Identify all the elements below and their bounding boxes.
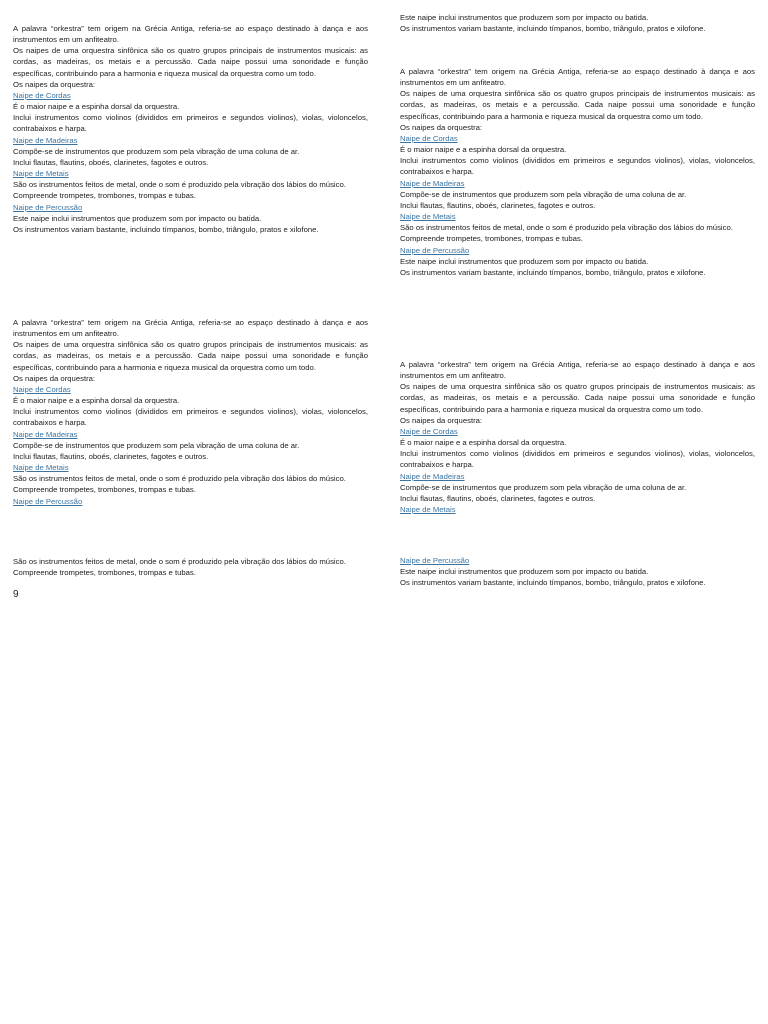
metais-text-1: São os instrumentos feitos de metal, onde o som é produzido pela vibração dos lábios do músico. [400,223,733,233]
section-fragment-top [400,12,755,34]
naipes-description: Os naipes de uma orquestra sinfônica são os quatro grupos principais de instrumentos musicais: as cordas, as madeiras, os metais e a percussão. Cada naipe possui uma sonoridade e função específicas, contribuindo para a harmonia e riqueza musical da orquestra como um todo. [13,46,368,78]
madeiras-text-1: Compõe-se de instrumentos que produzem som pela vibração de uma coluna de ar. [13,146,300,156]
metais-heading-link[interactable]: Naipe de Metais [400,505,456,515]
cordas-heading-link[interactable]: Naipe de Cordas [400,133,458,143]
percussao-text-1: Este naipe inclui instrumentos que produzem som por impacto ou batida. [400,13,649,22]
metais-heading-link[interactable]: Naipe de Metais [13,169,69,179]
cordas-text-1: É o maior naipe e a espinha dorsal da orquestra. [400,145,567,155]
metais-text-1: São os instrumentos feitos de metal, onde o som é produzido pela vibração dos lábios do músico. [13,474,346,484]
metais-heading-link[interactable]: Naipe de Metais [400,212,456,222]
madeiras-heading-link[interactable]: Naipe de Madeiras [13,429,78,439]
metais-text-2: Compreende trompetes, trombones, trompas e tubas. [400,234,583,244]
section-full-1 [13,23,368,235]
intro-paragraph: A palavra “orkestra” tem origem na Grécia Antiga, referia-se ao espaço destinado à dança e aos instrumentos em um anfiteatro. [13,318,368,339]
percussao-text-2: Os instrumentos variam bastante, incluindo tímpanos, bombo, triângulo, pratos e xilofone. [13,224,319,234]
madeiras-text-1: Compõe-se de instrumentos que produzem som pela vibração de uma coluna de ar. [400,482,687,492]
madeiras-text-2: Inclui flautas, flautins, oboés, clarinetes, fagotes e outros. [400,493,596,503]
naipes-intro: Os naipes da orquestra: [13,373,96,383]
naipes-description: Os naipes de uma orquestra sinfônica são os quatro grupos principais de instrumentos musicais: as cordas, as madeiras, os metais e a percussão. Cada naipe possui uma sonoridade e função específicas, contribuindo para a harmonia e riqueza musical da orquestra como um todo. [400,89,755,121]
cordas-text-1: É o maior naipe e a espinha dorsal da orquestra. [13,396,180,406]
cordas-text-2: Inclui instrumentos como violinos (divididos em primeiros e segundos violinos), violas, violoncelos, contrabaixos e harpa. [400,449,755,470]
cordas-text-1: É o maior naipe e a espinha dorsal da orquestra. [400,438,567,448]
naipes-intro: Os naipes da orquestra: [400,415,483,425]
madeiras-heading-link[interactable]: Naipe de Madeiras [13,135,78,145]
page-number: 9 [13,589,19,600]
cordas-text-2: Inclui instrumentos como violinos (divididos em primeiros e segundos violinos), violas, violoncelos, contrabaixos e harpa. [400,156,755,177]
percussao-heading-link[interactable]: Naipe de Percussão [13,202,83,212]
madeiras-text-2: Inclui flautas, flautins, oboés, clarinetes, fagotes e outros. [400,200,596,210]
madeiras-heading-link[interactable]: Naipe de Madeiras [400,178,465,188]
percussao-heading-link[interactable]: Naipe de Percussão [13,496,83,506]
intro-paragraph: A palavra “orkestra” tem origem na Grécia Antiga, referia-se ao espaço destinado à dança e aos instrumentos em um anfiteatro. [13,24,368,45]
cordas-heading-link[interactable]: Naipe de Cordas [13,384,71,394]
madeiras-text-2: Inclui flautas, flautins, oboés, clarinetes, fagotes e outros. [13,451,209,461]
madeiras-text-2: Inclui flautas, flautins, oboés, clarinetes, fagotes e outros. [13,157,209,167]
naipes-intro: Os naipes da orquestra: [400,122,483,132]
metais-heading-link[interactable]: Naipe de Metais [13,463,69,473]
madeiras-heading-link[interactable]: Naipe de Madeiras [400,471,465,481]
naipes-intro: Os naipes da orquestra: [13,79,96,89]
percussao-text-2: Os instrumentos variam bastante, incluindo tímpanos, bombo, triângulo, pratos e xilofone. [400,267,706,277]
percussao-text-1: Este naipe inclui instrumentos que produzem som por impacto ou batida. [400,567,649,577]
cordas-heading-link[interactable]: Naipe de Cordas [400,426,458,436]
percussao-text-1: Este naipe inclui instrumentos que produzem som por impacto ou batida. [13,213,262,223]
metais-text-2: Compreende trompetes, trombones, trompas e tubas. [13,485,196,495]
metais-text-1: São os instrumentos feitos de metal, onde o som é produzido pela vibração dos lábios do músico. [13,557,346,566]
metais-text-2: Compreende trompetes, trombones, trompas e tubas. [13,191,196,201]
section-partial-5 [400,359,755,515]
percussao-text-2: Os instrumentos variam bastante, incluindo tímpanos, bombo, triângulo, pratos e xilofone. [400,24,706,34]
cordas-heading-link[interactable]: Naipe de Cordas [13,90,71,100]
percussao-text-1: Este naipe inclui instrumentos que produzem som por impacto ou batida. [400,256,649,266]
madeiras-text-1: Compõe-se de instrumentos que produzem som pela vibração de uma coluna de ar. [400,189,687,199]
madeiras-text-1: Compõe-se de instrumentos que produzem som pela vibração de uma coluna de ar. [13,440,300,450]
metais-text-2: Compreende trompetes, trombones, trompas e tubas. [13,568,196,578]
cordas-text-1: É o maior naipe e a espinha dorsal da orquestra. [13,102,180,112]
intro-paragraph: A palavra “orkestra” tem origem na Grécia Antiga, referia-se ao espaço destinado à dança e aos instrumentos em um anfiteatro. [400,360,755,381]
percussao-heading-link[interactable]: Naipe de Percussão [400,245,470,255]
naipes-description: Os naipes de uma orquestra sinfônica são os quatro grupos principais de instrumentos musicais: as cordas, as madeiras, os metais e a percussão. Cada naipe possui uma sonoridade e função específicas, contribuindo para a harmonia e riqueza musical da orquestra como um todo. [13,340,368,372]
cordas-text-2: Inclui instrumentos como violinos (divididos em primeiros e segundos violinos), violas, violoncelos, contrabaixos e harpa. [13,407,368,428]
metais-text-1: São os instrumentos feitos de metal, onde o som é produzido pela vibração dos lábios do músico. [13,180,346,190]
section-fragment-6 [400,555,755,588]
percussao-text-2: Os instrumentos variam bastante, incluindo tímpanos, bombo, triângulo, pratos e xilofone. [400,578,706,588]
section-fragment-3 [13,556,368,578]
naipes-description: Os naipes de uma orquestra sinfônica são os quatro grupos principais de instrumentos musicais: as cordas, as madeiras, os metais e a percussão. Cada naipe possui uma sonoridade e função específicas, contribuindo para a harmonia e riqueza musical da orquestra como um todo. [400,382,755,414]
section-partial-2 [13,317,368,507]
percussao-heading-link[interactable]: Naipe de Percussão [400,556,470,565]
cordas-text-2: Inclui instrumentos como violinos (divididos em primeiros e segundos violinos), violas, violoncelos, contrabaixos e harpa. [13,113,368,134]
section-full-4 [400,66,755,278]
intro-paragraph: A palavra “orkestra” tem origem na Grécia Antiga, referia-se ao espaço destinado à dança e aos instrumentos em um anfiteatro. [400,67,755,88]
